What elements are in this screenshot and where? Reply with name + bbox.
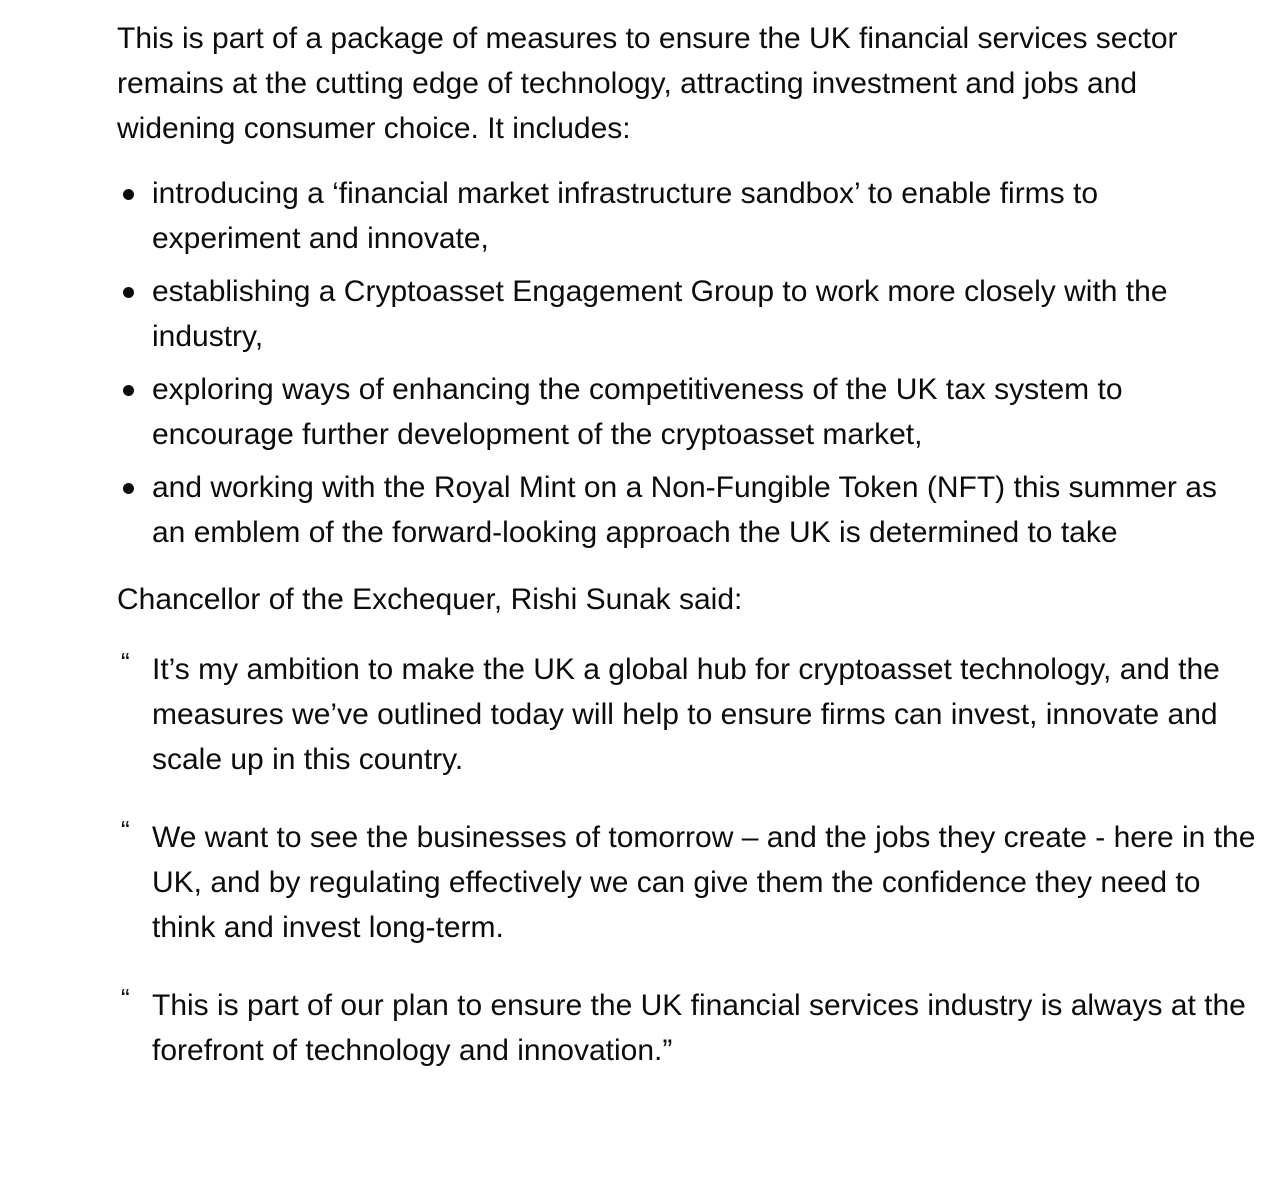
quote-mark-icon: “ xyxy=(121,647,130,677)
list-item-text: establishing a Cryptoasset Engagement Group to work more closely with the industry, xyxy=(152,275,1168,353)
list-item-text: introducing a ‘financial market infrastructure sandbox’ to enable firms to experiment and innovate, xyxy=(152,177,1099,255)
list-item xyxy=(117,465,1232,555)
article-body xyxy=(117,16,1257,1073)
blockquote xyxy=(117,983,1257,1073)
intro-paragraph: This is part of a package of measures to ensure the UK financial services sector remains at the cutting edge of technology, attracting investment and jobs and widening consumer choice. It includes: xyxy=(117,22,1178,145)
quote-mark-icon: “ xyxy=(121,983,130,1013)
quote-mark-icon: “ xyxy=(121,815,130,845)
list-item-text: exploring ways of enhancing the competitiveness of the UK tax system to encourage further development of the cryptoasset market, xyxy=(152,373,1123,451)
blockquote xyxy=(117,647,1257,782)
quote-text: This is part of our plan to ensure the UK financial services industry is always at the forefront of technology and innovation.” xyxy=(152,989,1246,1067)
speaker-line: Chancellor of the Exchequer, Rishi Sunak said: xyxy=(117,583,743,616)
measures-list xyxy=(117,171,1257,555)
blockquote xyxy=(117,815,1257,950)
bullet-icon xyxy=(123,483,134,494)
list-item xyxy=(117,367,1232,457)
list-item xyxy=(117,269,1232,359)
bullet-icon xyxy=(123,385,134,396)
quote-text: We want to see the businesses of tomorrow – and the jobs they create - here in the UK, and by regulating effectively we can give them the confidence they need to think and invest long-term. xyxy=(152,821,1256,944)
bullet-icon xyxy=(123,189,134,200)
list-item xyxy=(117,171,1232,261)
bullet-icon xyxy=(123,287,134,298)
quote-text: It’s my ambition to make the UK a global hub for cryptoasset technology, and the measures we’ve outlined today will help to ensure firms can invest, innovate and scale up in this country. xyxy=(152,653,1220,776)
list-item-text: and working with the Royal Mint on a Non-Fungible Token (NFT) this summer as an emblem of the forward-looking approach the UK is determined to take xyxy=(152,471,1217,549)
